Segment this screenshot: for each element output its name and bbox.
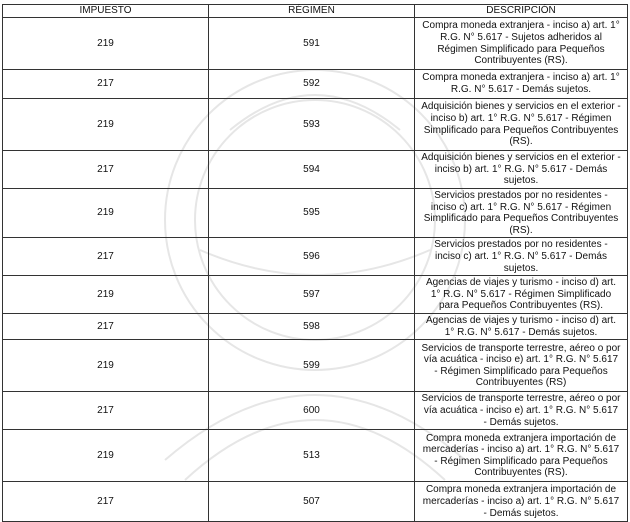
cell-descripcion: Adquisición bienes y servicios en el exterior - inciso b) art. 1° R.G. N° 5.617 - Demás sujetos.	[415, 151, 628, 189]
header-regimen: RÉGIMEN	[209, 5, 415, 18]
table-row	[3, 482, 628, 522]
cell-regimen: 513	[209, 430, 415, 482]
cell-impuesto: 219	[3, 189, 209, 238]
cell-descripcion: Compra moneda extranjera importación de mercaderías - inciso a) art. 1° R.G. N° 5.617 - Demás sujetos.	[415, 482, 628, 522]
cell-impuesto: 219	[3, 18, 209, 70]
table-row	[3, 18, 628, 70]
table-row	[3, 238, 628, 276]
cell-descripcion: Agencias de viajes y turismo - inciso d) art. 1° R.G. N° 5.617 - Demás sujetos.	[415, 314, 628, 340]
table-row	[3, 392, 628, 430]
cell-regimen: 595	[209, 189, 415, 238]
cell-impuesto: 219	[3, 276, 209, 314]
header-row	[3, 5, 628, 18]
cell-descripcion: Agencias de viajes y turismo - inciso d) art. 1° R.G. N° 5.617 - Régimen Simplificado para Pequeños Contribuyentes (RS).	[415, 276, 628, 314]
cell-regimen: 597	[209, 276, 415, 314]
cell-impuesto: 217	[3, 70, 209, 99]
cell-regimen: 594	[209, 151, 415, 189]
cell-impuesto: 217	[3, 392, 209, 430]
cell-descripcion: Servicios de transporte terrestre, aéreo o por vía acuática - inciso e) art. 1° R.G. N° 5.617 - Régimen Simplificado para Pequeños Contribuyentes (RS)	[415, 340, 628, 392]
cell-impuesto: 219	[3, 99, 209, 151]
cell-impuesto: 217	[3, 151, 209, 189]
cell-regimen: 592	[209, 70, 415, 99]
table-row	[3, 276, 628, 314]
cell-descripcion: Adquisición bienes y servicios en el exterior - inciso b) art. 1° R.G. N° 5.617 - Régimen Simplificado para Pequeños Contribuyentes (RS).	[415, 99, 628, 151]
cell-descripcion: Servicios prestados por no residentes - inciso c) art. 1° R.G. N° 5.617 - Demás sujetos.	[415, 238, 628, 276]
cell-regimen: 591	[209, 18, 415, 70]
cell-regimen: 599	[209, 340, 415, 392]
cell-regimen: 507	[209, 482, 415, 522]
cell-impuesto: 219	[3, 430, 209, 482]
header-impuesto: IMPUESTO	[3, 5, 209, 18]
cell-impuesto: 217	[3, 482, 209, 522]
cell-descripcion: Servicios de transporte terrestre, aéreo o por vía acuática - inciso e) art. 1° R.G. N° 5.617 - Demás sujetos.	[415, 392, 628, 430]
cell-impuesto: 217	[3, 238, 209, 276]
cell-descripcion: Servicios prestados por no residentes - inciso c) art. 1° R.G. N° 5.617 - Régimen Simplificado para Pequeños Contribuyentes (RS).	[415, 189, 628, 238]
cell-regimen: 593	[209, 99, 415, 151]
header-descripcion: DESCRIPCIÓN	[415, 5, 628, 18]
table-row	[3, 314, 628, 340]
table-row	[3, 340, 628, 392]
table-row	[3, 430, 628, 482]
cell-descripcion: Compra moneda extranjera - inciso a) art. 1° R.G. N° 5.617 - Sujetos adheridos al Régimen Simplificado para Pequeños Contribuyentes (RS).	[415, 18, 628, 70]
table-row	[3, 151, 628, 189]
cell-regimen: 596	[209, 238, 415, 276]
cell-regimen: 600	[209, 392, 415, 430]
regimen-table	[2, 4, 628, 522]
cell-descripcion: Compra moneda extranjera - inciso a) art. 1° R.G. N° 5.617 - Demás sujetos.	[415, 70, 628, 99]
cell-regimen: 598	[209, 314, 415, 340]
table-row	[3, 70, 628, 99]
table-row	[3, 99, 628, 151]
cell-impuesto: 219	[3, 340, 209, 392]
cell-descripcion: Compra moneda extranjera importación de mercaderías - inciso a) art. 1° R.G. N° 5.617 - Régimen Simplificado para Pequeños Contribuyentes (RS).	[415, 430, 628, 482]
table-row	[3, 189, 628, 238]
cell-impuesto: 217	[3, 314, 209, 340]
